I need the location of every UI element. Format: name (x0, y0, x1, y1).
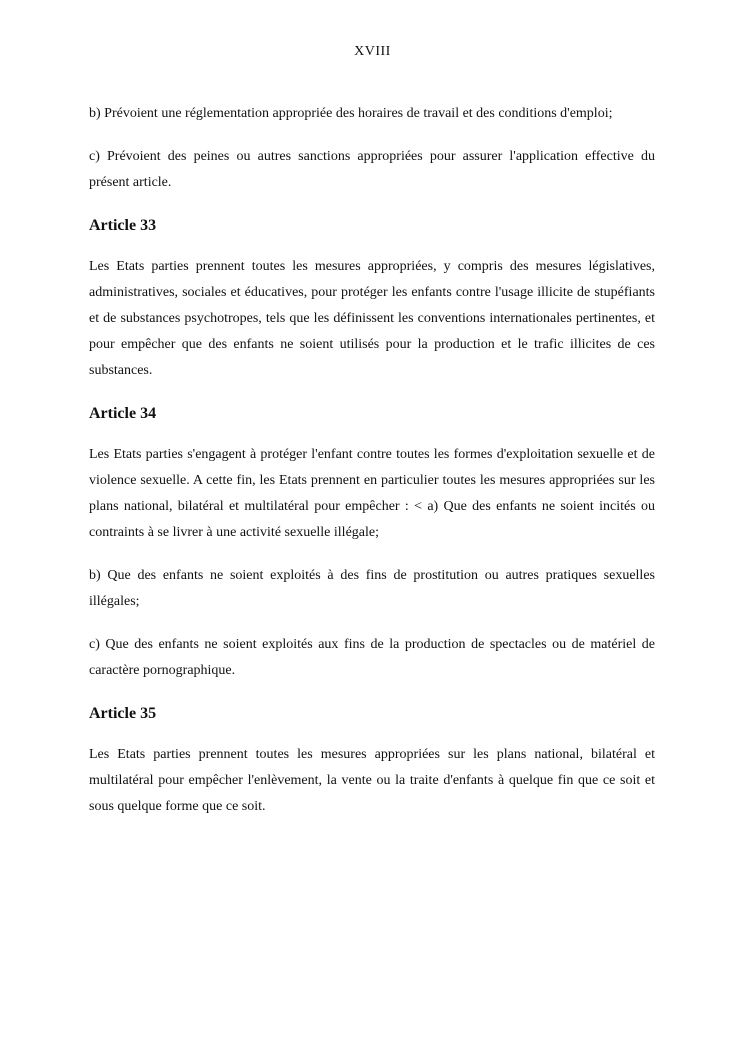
article-34-heading: Article 34 (89, 405, 157, 422)
article-35-heading: Article 35 (89, 705, 157, 722)
paragraph-b-working-hours: b) Prévoient une réglementation appropriée des horaires de travail et des conditions d'emploi; (89, 106, 613, 121)
document-body (89, 101, 655, 837)
paragraph-c-sanctions: c) Prévoient des peines ou autres sanctions appropriées pour assurer l'application effective du présent article. (89, 149, 655, 190)
article-35-text: Les Etats parties prennent toutes les mesures appropriées sur les plans national, bilatéral et multilatéral pour empêcher l'enlèvement, la vente ou la traite d'enfants à quelque fin que ce soit et sous quelque forme que ce soit. (89, 747, 655, 814)
article-34-item-c: c) Que des enfants ne soient exploités aux fins de la production de spectacles ou de matériel de caractère pornographique. (89, 637, 655, 678)
article-34-text: Les Etats parties s'engagent à protéger l'enfant contre toutes les formes d'exploitation sexuelle et de violence sexuelle. A cette fin, les Etats prennent en particulier toutes les mesures appropriées sur les plans national, bilatéral et multilatéral pour empêcher : < a) Que des enfants ne soient incités ou contraints à se livrer à une activité sexuelle illégale; (89, 447, 655, 540)
page-number: XVIII (354, 44, 391, 59)
article-33-text: Les Etats parties prennent toutes les mesures appropriées, y compris des mesures législatives, administratives, sociales et éducatives, pour protéger les enfants contre l'usage illicite de stupéfiants et de substances psychotropes, tels que les définissent les conventions internationales pertinentes, et pour empêcher que des enfants ne soient utilisés pour la production et le trafic illicites de ces substances. (89, 259, 655, 378)
article-33-heading: Article 33 (89, 217, 157, 234)
article-34-item-b: b) Que des enfants ne soient exploités à des fins de prostitution ou autres pratiques sexuelles illégales; (89, 568, 655, 609)
